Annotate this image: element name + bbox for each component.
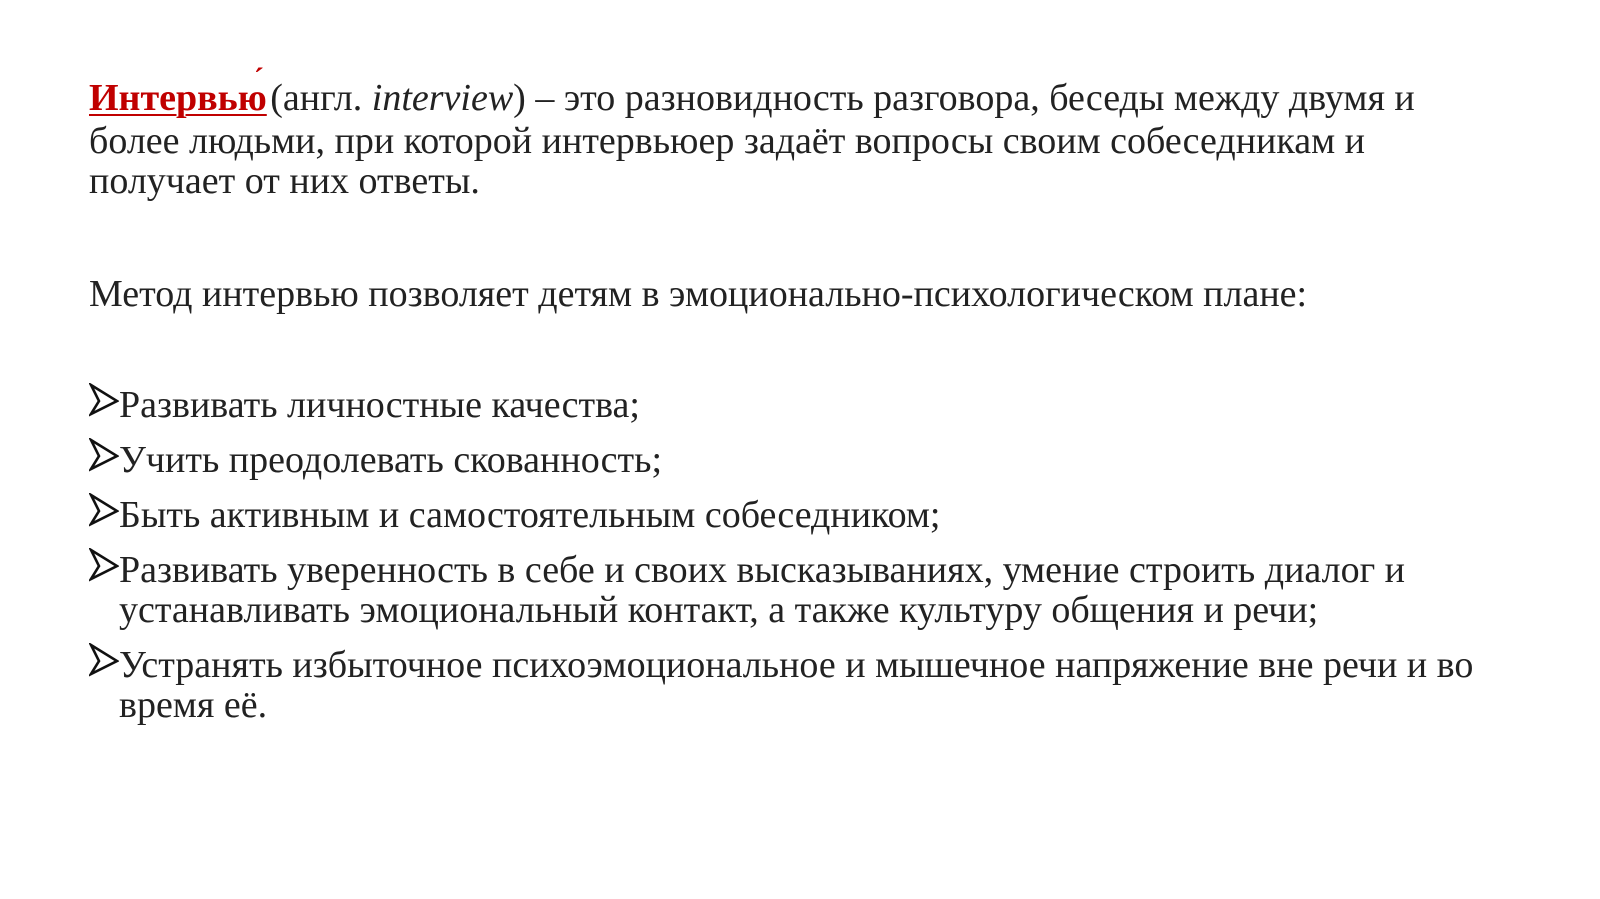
list-item — [89, 440, 1509, 480]
definition-paren-open: (англ. — [260, 77, 372, 119]
list-item-text: Устранять избыточное психоэмоциональное и мышечное напряжение вне речи и во время её. — [119, 644, 1474, 726]
arrowhead-bullet-icon — [89, 383, 119, 417]
method-intro: Метод интервью позволяет детям в эмоционально-психологическом плане: — [89, 273, 1308, 315]
definition-text: – это разновидность разговора, беседы между двумя и более людьми, при которой интервьюер задаёт вопросы своим собеседникам и получает от них ответы. — [89, 77, 1415, 202]
definition-english-word: interview — [371, 77, 514, 119]
arrowhead-bullet-icon — [89, 493, 119, 527]
list-item-text: Развивать личностные качества; — [119, 384, 640, 426]
list-item-text: Быть активным и самостоятельным собеседником; — [119, 494, 941, 536]
list-item-text: Учить преодолевать скованность; — [119, 439, 663, 481]
list-item — [89, 550, 1509, 630]
list-item-text: Развивать уверенность в себе и своих высказываниях, умение строить диалог и устанавливать эмоциональный контакт, а также культуру общения и речи; — [119, 549, 1405, 631]
list-item — [89, 385, 1509, 425]
definition-paragraph — [89, 78, 1509, 201]
definition-paren-close: ) — [513, 77, 526, 119]
term-interview: Интервью — [89, 77, 267, 119]
arrowhead-bullet-icon — [89, 643, 119, 677]
list-item — [89, 645, 1509, 725]
arrowhead-bullet-icon — [89, 438, 119, 472]
list-item — [89, 495, 1509, 535]
arrowhead-bullet-icon — [89, 548, 119, 582]
benefits-list — [89, 385, 1509, 740]
